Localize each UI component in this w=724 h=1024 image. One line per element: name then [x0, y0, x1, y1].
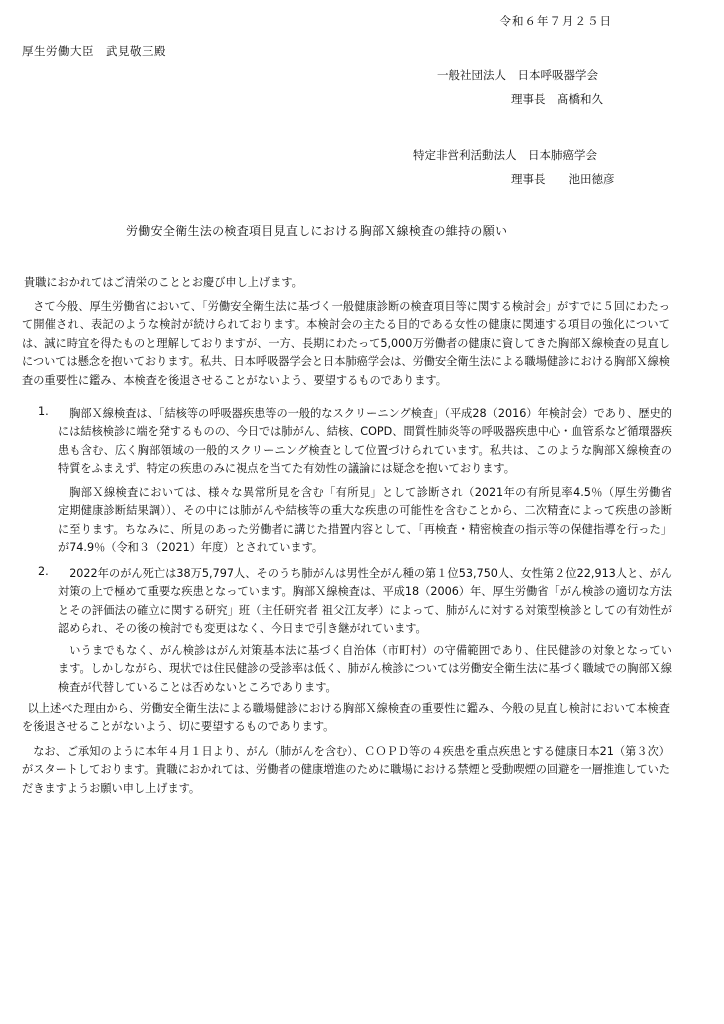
sender-1-organization: 一般社団法人 日本呼吸器学会 [437, 68, 598, 82]
document-title: 労働安全衛生法の検査項目見直しにおける胸部Ｘ線検査の維持の願い [126, 224, 508, 238]
paragraph-closing: なお、ご承知のように本年４月１日より、がん（肺がんを含む）、ＣＯＰＤ等の４疾患を重点疾患とする健康日本21（第３次）がスタートしております。貴職におかれては、労働者の健康増進のために職場における禁煙と受動喫煙の回避を一層推進していただきますようお願い申し上げます。 [22, 745, 670, 795]
greeting: 貴職におかれてはご清栄のこととお慶び申し上げます。 [24, 276, 303, 289]
item-2-text-a: 2022年のがん死亡は38万5,797人、そのうち肺がんは男性全がん種の第１位53,750人、女性第２位22,913人と、がん対策の上で極めて重要な疾患となっています。胸部Ｘ線検査は、平成18（2006）年、厚生労働省「がん検診の適切な方法とその評価法の確立に関する研究」班（主任研究者 祖父江友孝）によって、肺がんに対する対策型検診としての有効性が認められ、その後の検討でも変更はなく、今日まで引き継がれています。 [58, 567, 672, 636]
document-date: 令和６年７月２５日 [499, 14, 612, 28]
paragraph-request: 以上述べた理由から、労働安全衛生法による職場健診における胸部Ｘ線検査の重要性に鑑み、今般の見直し検討において本検査を後退させることがないよう、切に要望するものであります。 [22, 702, 670, 734]
sender-2-organization: 特定非営利活動法人 日本肺癌学会 [413, 148, 597, 162]
sender-2-chairman: 理事長 池田徳彦 [511, 172, 615, 186]
item-1-text-a: 胸部Ｘ線検査は、「結核等の呼吸器疾患等の一般的なスクリーニング検査」（平成28（2016）年検討会）であり、歴史的には結核検診に端を発するものの、今日では肺がん、結核、COPD、間質性肺炎等の呼吸器疾患中心・血管系など循環器疾患も含む、広く胸部領域の一般的スクリーニング検査として位置づけられています。私共は、このような胸部Ｘ線検査の特質をふまえず、特定の疾患のみに視点を当てた有効性の議論には疑念を抱いております。 [58, 407, 672, 476]
addressee: 厚生労働大臣 武見敬三殿 [22, 44, 166, 58]
sender-1-chairman: 理事長 髙橋和久 [511, 92, 603, 106]
item-number-2: 2. [38, 565, 49, 578]
item-2-text-b: いうまでもなく、がん検診はがん対策基本法に基づく自治体（市町村）の守備範囲であり、住民健診の対象となっています。しかしながら、現状では住民健診の受診率は低く、肺がん検診については労働安全衛生法に基づく職域での胸部Ｘ線検査が代替していることは否めないところであります。 [58, 644, 672, 694]
paragraph-intro: さて今般、厚生労働省において、「労働安全衛生法に基づく一般健康診断の検査項目等に関する検討会」がすでに５回にわたって開催され、表記のような検討が続けられております。本検討会の主たる目的である女性の健康に関連する項目の強化については、誠に時宜を得たものと理解しておりますが、一方、長期にわたって5,000万労働者の健康に資してきた胸部Ｘ線検査の見直しについては懸念を抱いております。私共、日本呼吸器学会と日本肺癌学会は、労働安全衛生法による職場健診における胸部Ｘ線検査の重要性に鑑み、本検査を後退させることがないよう、要望するものであります。 [22, 300, 670, 387]
item-number-1: 1. [38, 405, 49, 418]
item-1-text-b: 胸部Ｘ線検査においては、様々な異常所見を含む「有所見」として診断され（2021年の有所見率4.5％（厚生労働省 定期健康診断結果調））、その中には肺がんや結核等の重大な疾患の可能性を含むことから、二次精査によって疾患の診断に至ります。ちなみに、所見のあった労働者に講じた措置内容として、「再検査・精密検査の指示等の保健指導を行った」が74.9％（令和３（2021）年度）とされています。 [58, 486, 684, 555]
